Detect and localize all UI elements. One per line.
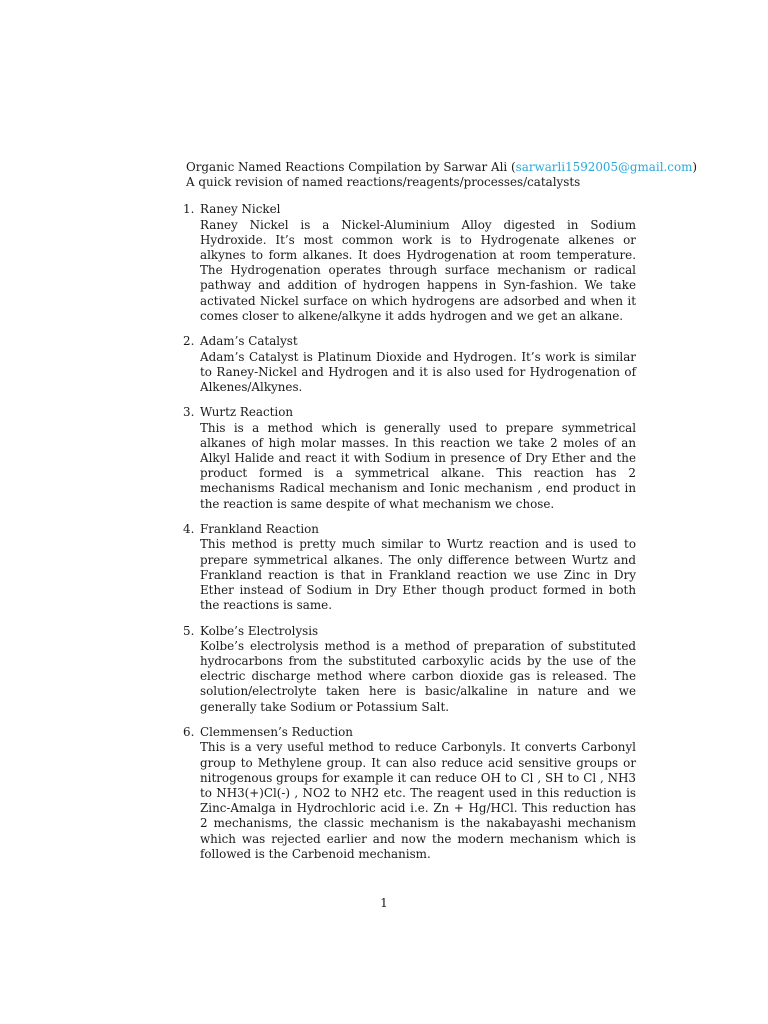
page-number: 1 — [380, 896, 388, 910]
section-title: Wurtz Reaction — [200, 405, 294, 420]
section-title: Raney Nickel — [200, 202, 281, 217]
section-title: Adam’s Catalyst — [200, 334, 298, 349]
list-item — [183, 202, 636, 324]
list-item — [183, 522, 636, 613]
section-title: Frankland Reaction — [200, 522, 319, 537]
document-page — [183, 160, 698, 872]
section-body: Kolbe’s electrolysis method is a method of preparation of substituted hydrocarbons from the substituted carboxylic acids by the use of the electric discharge method where carbon dioxide gas is released. The solution/electrolyte taken here is basic/alkaline in nature and we generally take Sodium or Potassium Salt. — [200, 638, 636, 714]
section-number: 6. — [183, 725, 195, 740]
list-item — [183, 334, 636, 395]
title-prefix: Organic Named Reactions Compilation by Sarwar Ali ( — [186, 160, 516, 174]
document-subtitle: A quick revision of named reactions/reagents/processes/catalysts — [186, 175, 581, 190]
list-item — [183, 725, 636, 862]
section-number: 3. — [183, 405, 195, 420]
author-email-link[interactable]: sarwarli1592005@gmail.com — [515, 160, 693, 174]
section-body: This method is pretty much similar to Wurtz reaction and is used to prepare symmetrical alkanes. The only difference between Wurtz and Frankland reaction is that in Frankland reaction we use Zinc in Dry Ether instead of Sodium in Dry Ether though product formed in both the reactions is same. — [200, 537, 636, 613]
list-item — [183, 405, 636, 511]
document-title — [186, 160, 698, 175]
section-body: This is a method which is generally used to prepare symmetrical alkanes of high molar masses. In this reaction we take 2 moles of an Alkyl Halide and react it with Sodium in presence of Dry Ether and the product formed is a symmetrical alkane. This reaction has 2 mechanisms Radical mechanism and Ionic mechanism , end product in the reaction is same despite of what mechanism we chose. — [200, 420, 636, 511]
reaction-list — [183, 202, 636, 862]
section-number: 4. — [183, 522, 195, 537]
section-body: Raney Nickel is a Nickel-Aluminium Alloy digested in Sodium Hydroxide. It’s most common work is to Hydrogenate alkenes or alkynes to form alkanes. It does Hydrogenation at room temperature. The Hydrogenation operates through surface mechanism or radical pathway and addition of hydrogen happens in Syn-fashion. We take activated Nickel surface on which hydrogens are adsorbed and when it comes closer to alkene/alkyne it adds hydrogen and we get an alkane. — [200, 217, 636, 323]
section-number: 5. — [183, 623, 195, 638]
section-body: Adam’s Catalyst is Platinum Dioxide and Hydrogen. It’s work is similar to Raney-Nickel and Hydrogen and it is also used for Hydrogenation of Alkenes/Alkynes. — [200, 349, 636, 394]
title-suffix: ) — [692, 160, 698, 174]
section-title: Clemmensen’s Reduction — [200, 725, 353, 740]
list-item — [183, 623, 636, 715]
section-number: 1. — [183, 202, 195, 217]
section-body: This is a very useful method to reduce Carbonyls. It converts Carbonyl group to Methylene group. It can also reduce acid sensitive groups or nitrogenous groups for example it can reduce OH to Cl , SH to Cl , NH3 to NH3(+)Cl(-) , NO2 to NH2 etc. The reagent used in this reduction is Zinc-Amalga in Hydrochloric acid i.e. Zn + Hg/HCl. This reduction has 2 mechanisms, the classic mechanism is the nakabayashi mechanism which was rejected earlier and now the modern mechanism which is followed is the Carbenoid mechanism. — [200, 740, 636, 861]
section-title: Kolbe’s Electrolysis — [200, 623, 319, 638]
section-number: 2. — [183, 334, 195, 349]
